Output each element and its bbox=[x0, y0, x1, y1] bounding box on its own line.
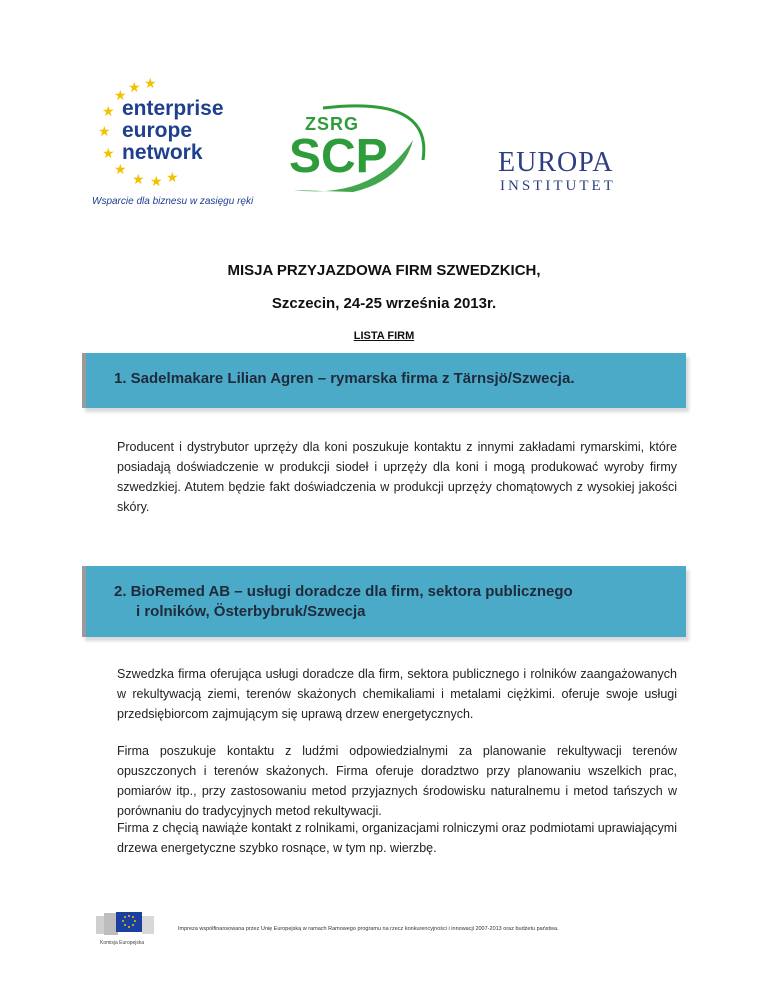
list-title: LISTA FIRM bbox=[353, 330, 415, 342]
section-2-heading-line2: i rolników, Österbybruk/Szwecja bbox=[136, 603, 366, 620]
een-line1: enterprise bbox=[122, 97, 224, 120]
section-2-heading-bar bbox=[82, 566, 686, 637]
star-icon: ★ bbox=[98, 123, 111, 139]
mission-subtitle: Szczecin, 24-25 września 2013r. bbox=[271, 295, 497, 312]
europa-institutet-logo bbox=[498, 148, 638, 198]
section-2-paragraph-1: Szwedzka firma oferująca usługi doradcze dla firm, sektora publicznego i rolników zaangażowanych w rekultywacją ziemi, terenów skażonych chemikaliami i metalami ciężkimi. oferuje swoje usługi przedsiębiorcom zajmującym się uprawą drzew energetycznych. bbox=[117, 667, 677, 721]
section-1-paragraph: Producent i dystrybutor uprzęży dla koni poszukuje kontaktu z innymi zakładami rymarskimi, które posiadają doświadczenie w produkcji siodeł i uprzęży dla koni i mogą produkować wyroby firmy szwedzkiej. Atutem będzie fakt doświadczenia w produkcji uprzęży chomątowych z wysokiej jakości skóry. bbox=[117, 440, 677, 514]
mission-title: MISJA PRZYJAZDOWA FIRM SZWEDZKICH, bbox=[227, 262, 541, 279]
star-icon: ★ bbox=[132, 171, 145, 187]
section-2-paragraph-2: Firma poszukuje kontaktu z ludźmi odpowiedzialnymi za planowanie rekultywacji terenów opuszczonych i terenów skażonych. Firma oferuje doradztwo przy planowaniu wszelkich prac, pomiarów itp., przy zastosowaniu metod przyjaznych środowisku naturalnemu i metod tańszych w porównaniu do tradycyjnych metod rekultywacji. bbox=[117, 744, 677, 818]
star-icon: ★ bbox=[150, 173, 163, 189]
europa-text: EUROPA bbox=[498, 147, 614, 178]
section-2-heading-line1: 2. BioRemed AB – usługi doradcze dla firm, sektora publicznego bbox=[114, 583, 573, 600]
star-icon: ★ bbox=[166, 169, 179, 185]
star-icon: ★ bbox=[114, 87, 127, 103]
section-2-paragraph-3: Firma z chęcią nawiąże kontakt z rolnikami, organizacjami rolniczymi oraz podmiotami uprawiającymi drzewa energetyczne szybko rosnące, w tym np. wierzbę. bbox=[117, 821, 677, 855]
section-2-heading bbox=[114, 582, 573, 622]
star-icon: ★ bbox=[102, 145, 115, 161]
star-icon: ★ bbox=[128, 79, 141, 95]
star-icon: ★ bbox=[144, 75, 157, 91]
section-1-heading: 1. Sadelmakare Lilian Agren – rymarska firma z Tärnsjö/Szwecja. bbox=[114, 370, 575, 387]
zsrg-text: ZSRG bbox=[305, 114, 360, 134]
enterprise-europe-network-logo bbox=[92, 76, 262, 216]
zsrg-scp-logo bbox=[283, 100, 433, 200]
star-icon: ★ bbox=[114, 161, 127, 177]
eu-caption: Komisja Europejska bbox=[100, 940, 145, 946]
star-icon: ★ bbox=[102, 103, 115, 119]
een-tagline: Wsparcie dla biznesu w zasięgu ręki bbox=[92, 196, 254, 207]
institutet-text: INSTITUTET bbox=[500, 178, 616, 194]
footer-note: Impreza współfinansowana przez Unię Europejską w ramach Ramowego programu na rzecz konkurencyjności i innowacji 2007-2013 oraz budżetu państwa. bbox=[178, 926, 559, 932]
section-1-heading-bar bbox=[82, 353, 686, 408]
een-line2: europe bbox=[122, 119, 193, 142]
eu-flag-icon bbox=[96, 910, 156, 940]
scp-text: SCP bbox=[289, 130, 388, 183]
een-line3: network bbox=[122, 141, 203, 164]
